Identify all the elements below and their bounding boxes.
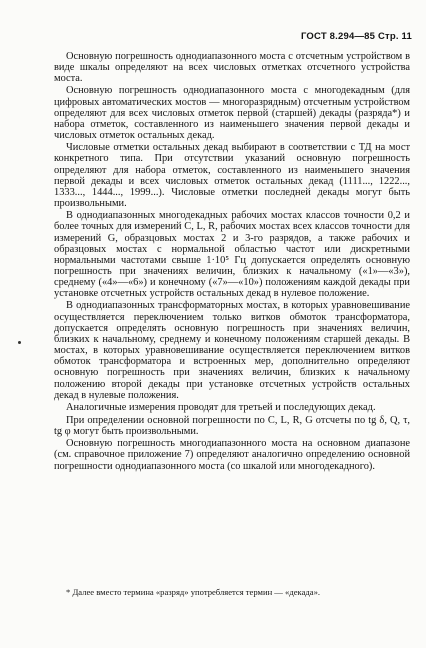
- paragraph-4: В однодиапазонных многодекадных рабочих мостах классов точности 0,2 и более точных для измерений C, L, R, рабочих мостах всех классов точности для измерений G, образцовых мостах 2 и 3-го разрядов, а также рабочих и образцовых мостах с нормальной областью частот или дискретными нормальными частотами свыше 1·10⁵ Гц допускается определять основную погрешность при значениях величин, близких к начальному («1»—«3»), среднему («4»—«6») и конечному («7»—«10») положениям каждой декады при установке отсчетных устройств остальных декад в нулевое положение.: [54, 210, 410, 300]
- paragraph-3: Числовые отметки остальных декад выбирают в соответствии с ТД на мост конкретного типа. При отсутствии указаний основную погрешность определяют для набора отметок, составленного из наименьшего значения первой декады и всех числовых отметок остальных декад (1111..., 1222..., 1333..., 1444..., 1999...). Числовые отметки последней декады могут быть произвольными.: [54, 142, 410, 210]
- page-header: ГОСТ 8.294—85 Стр. 11: [300, 31, 412, 42]
- paragraph-6: Аналогичные измерения проводят для третьей и последующих декад.: [66, 401, 376, 413]
- document-body: [54, 51, 410, 473]
- paragraph-7: При определении основной погрешности по C, L, R, G отсчеты по tg δ, Q, τ, tg φ могут быть произвольными.: [54, 415, 410, 438]
- margin-dot: [18, 341, 21, 344]
- paragraph-5: В однодиапазонных трансформаторных мостах, в которых уравновешивание осуществляется переключением только витков обмоток трансформатора, допускается определять основную погрешность при значениях величин, близких к начальному, среднему и конечному положениям старшей декады. В мостах, в которых уравновешивание осуществляется переключением витков обмоток трансформатора и встроенных мер, дополнительно определяют основную погрешность при значениях величин, близких к начальному положению второй декады при установке отсчетных устройств остальных декад в нулевые положения.: [54, 300, 410, 401]
- paragraph-8: Основную погрешность многодиапазонного моста на основном диапазоне (см. справочное приложение 7) определяют аналогично определению основной погрешности однодиапазонного моста (со шкалой или многодекадного).: [54, 438, 410, 472]
- footnote: * Далее вместо термина «разряд» употребляется термин — «декада».: [66, 587, 321, 597]
- paragraph-1: Основную погрешность однодиапазонного моста с отсчетным устройством в виде шкалы определяют на всех числовых отметках отсчетного устройства моста.: [54, 51, 410, 85]
- paragraph-2: Основную погрешность однодиапазонного моста с многодекадным (для цифровых автоматических мостов — многоразрядным) отсчетным устройством определяют для всех числовых отметок первой (старшей) декады (разряда*) и набора отметок, составленного из наименьшего значения первой декады и числовых отметок остальных декад.: [54, 85, 410, 142]
